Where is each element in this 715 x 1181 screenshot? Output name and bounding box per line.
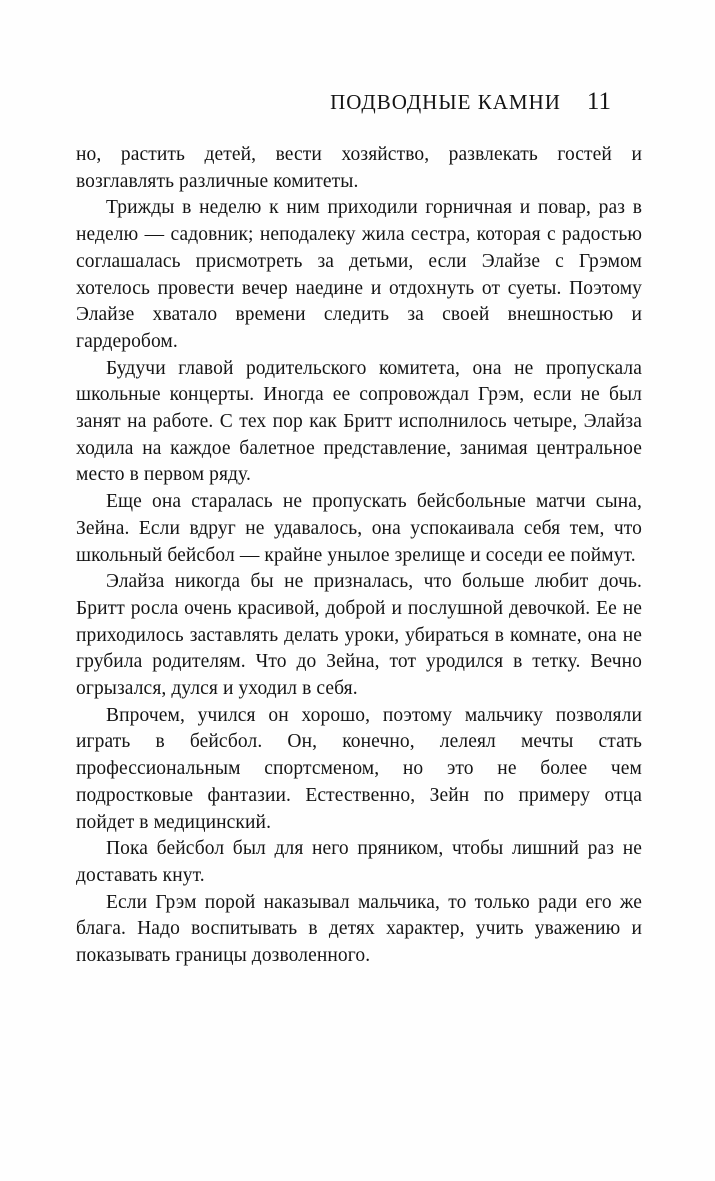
paragraph: Элайза никогда бы не призналась, что больше любит дочь. Бритт росла очень красивой, доброй и послушной девочкой. Ее не приходилось заставлять делать уроки, убираться в комнате, она не грубила родителям. Что до Зейна, тот уродился в тетку. Вечно огрызался, дулся и уходил в себя. [76, 571, 642, 700]
paragraph: Впрочем, учился он хорошо, поэтому мальчику позволяли играть в бейсбол. Он, конечно, лелеял мечты стать профессиональным спортсменом, но это не более чем подростковые фантазии. Естественно, Зейн по примеру отца пойдет в медицинский. [76, 704, 642, 833]
paragraph: Пока бейсбол был для него пряником, чтобы лишний раз не доставать кнут. [76, 838, 642, 886]
paragraph: Трижды в неделю к ним приходили горничная и повар, раз в неделю — садовник; неподалеку жила сестра, которая с радостью соглашалась присмотреть за детьми, если Элайзе с Грэмом хотелось провести вечер наедине и отдохнуть от суеты. Поэтому Элайзе хватало времени следить за своей внешностью и гардеробом. [76, 197, 642, 352]
running-title: ПОДВОДНЫЕ КАМНИ [330, 90, 561, 114]
paragraph: Будучи главой родительского комитета, она не пропускала школьные концерты. Иногда ее сопровождал Грэм, если не был занят на работе. С тех пор как Бритт исполнилось четыре, Элайза ходила на каждое балетное представление, занимая центральное место в первом ряду. [76, 357, 642, 486]
page-header [76, 88, 611, 116]
page-number: 11 [586, 88, 611, 115]
paragraph: Еще она старалась не пропускать бейсбольные матчи сына, Зейна. Если вдруг не удавалось, она успокаивала себя тем, что школьный бейсбол — крайне унылое зрелище и соседи ее поймут. [76, 491, 642, 566]
paragraph: но, растить детей, вести хозяйство, развлекать гостей и возглавлять различные комитеты. [76, 144, 642, 192]
page-text [76, 142, 642, 970]
paragraph: Если Грэм порой наказывал мальчика, то только ради его же блага. Надо воспитывать в детях характер, учить уважению и показывать границы дозволенного. [76, 891, 642, 967]
